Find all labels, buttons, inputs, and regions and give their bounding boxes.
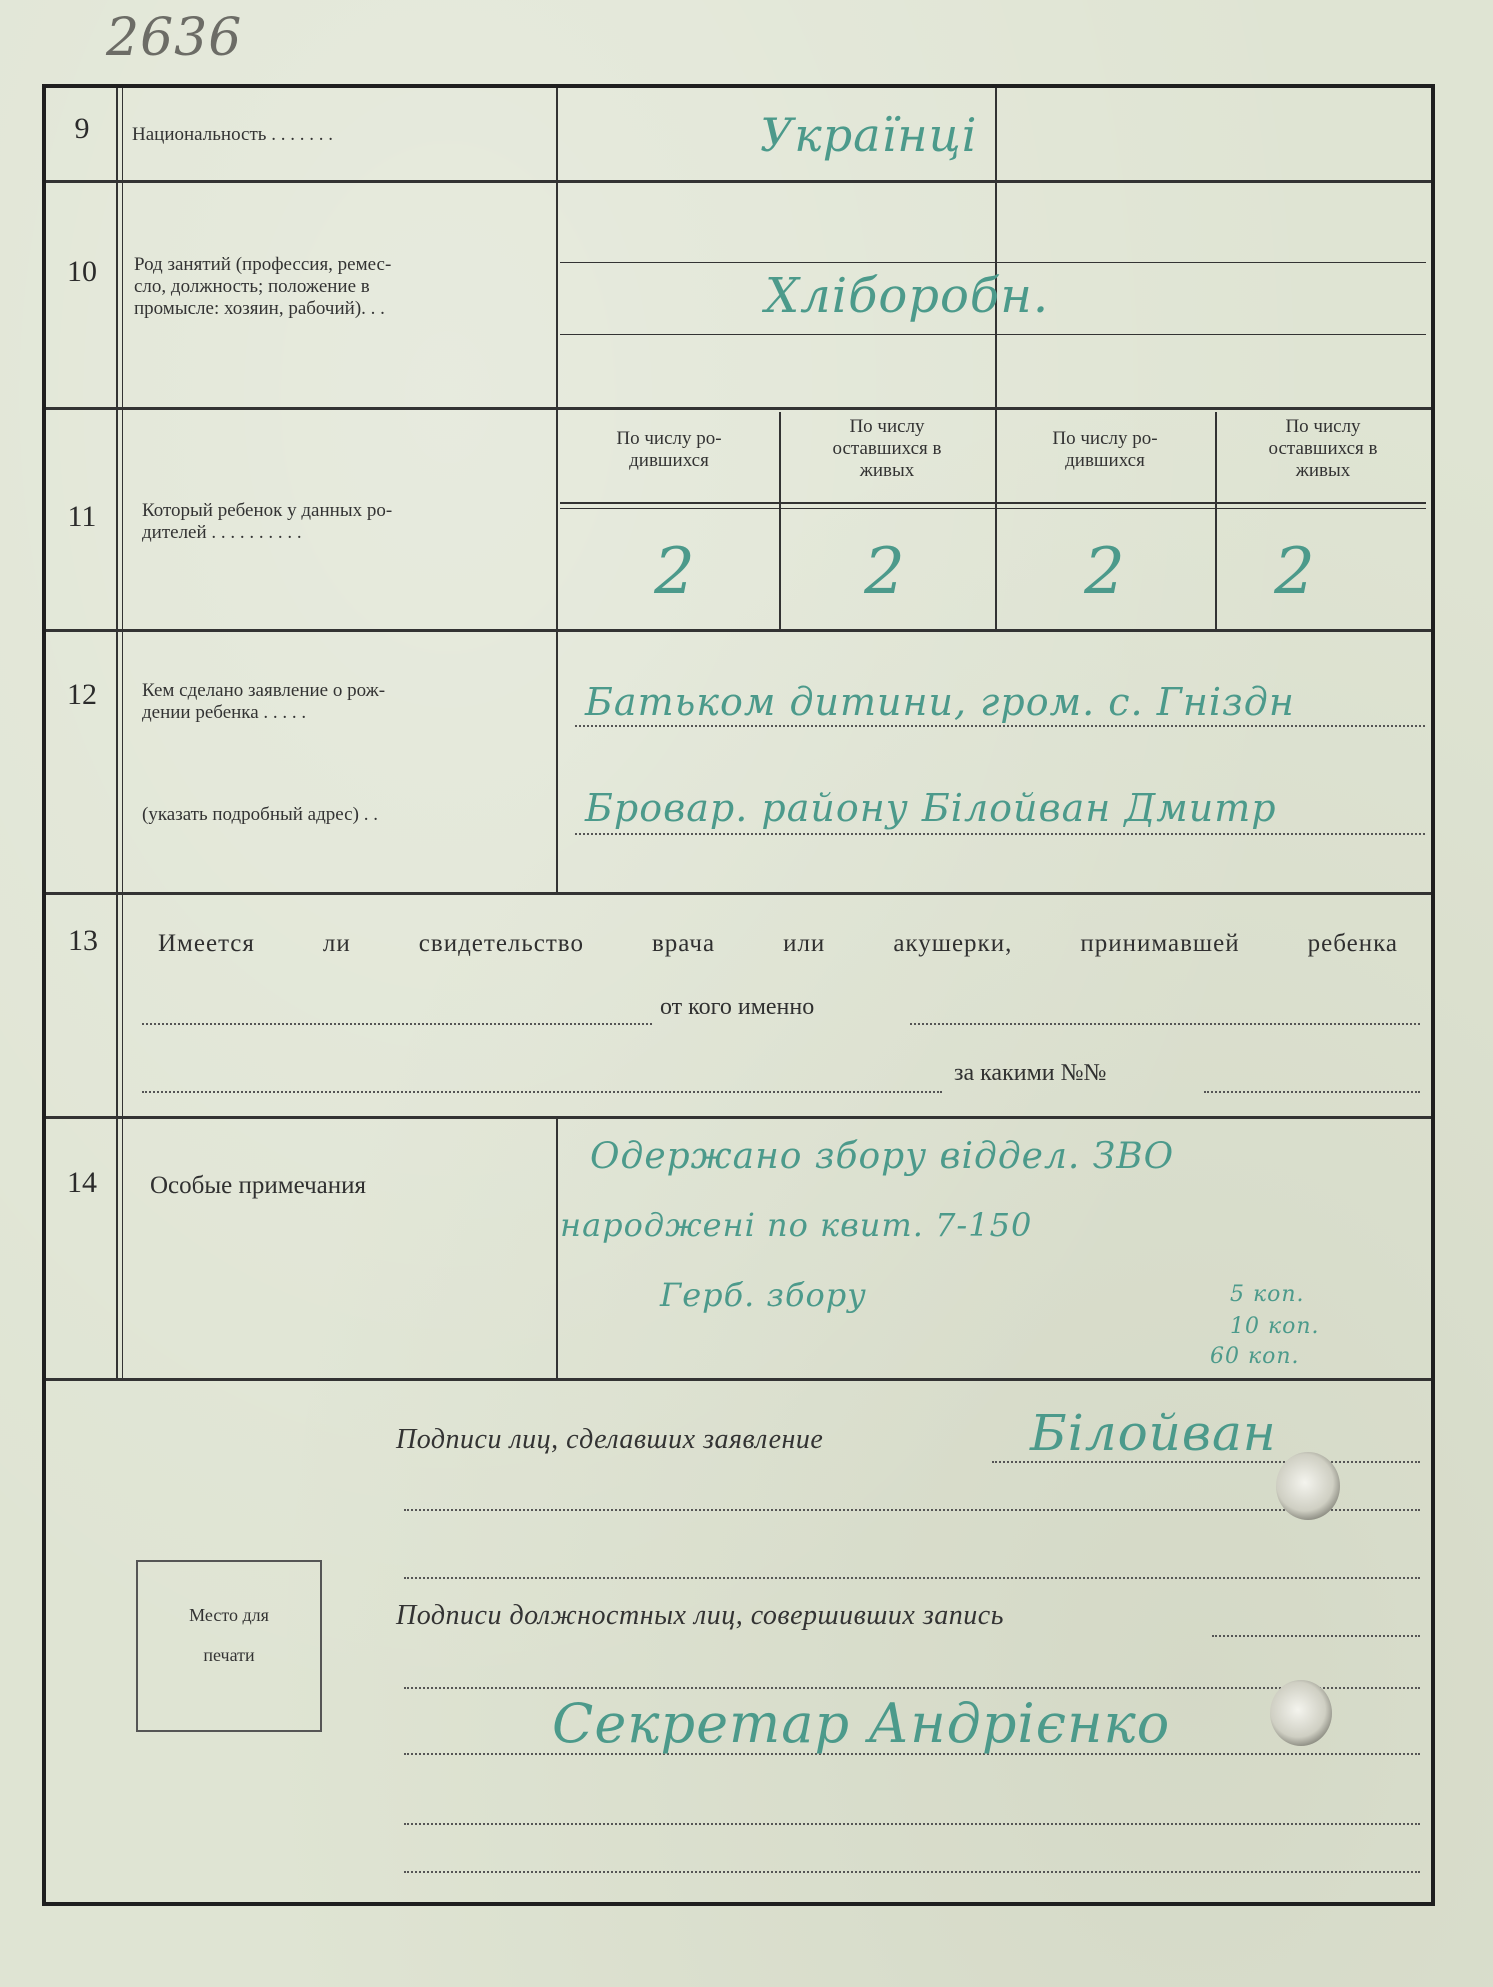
row-11-col-4-header-line-3: живых (1295, 460, 1351, 481)
row-10-label-line-1: Род занятий (профессия, ремес- (134, 254, 392, 275)
row11-header-line (560, 502, 1426, 504)
stamp-place-box (136, 1560, 322, 1732)
frame-top (42, 84, 1435, 88)
officials-signature-label: Подписи должностных лиц, совершивших запись (396, 1600, 1004, 1631)
row-14-value-line-5: 10 коп. (1230, 1314, 1320, 1339)
officials-line-5 (404, 1870, 1420, 1873)
row-11-col-1-header-line-1: По числу ро- (616, 428, 722, 449)
row-12-label-line-1: Кем сделано заявление о рож- (142, 680, 386, 701)
row-12-value-line-1: Батьком дитини, гром. с. Гніздн (585, 680, 1295, 724)
row-11-col-4-header (1218, 416, 1428, 482)
row-12-label-line-2: дении ребенка . . . . . (142, 702, 307, 723)
number-column-line (116, 88, 118, 1378)
label-column-line-14 (556, 1118, 558, 1378)
row-11-col-2-header (782, 416, 992, 482)
officials-line-2 (404, 1686, 1420, 1689)
row-line-10 (46, 407, 1431, 410)
row-11-col-1-value: 2 (654, 535, 696, 609)
row-13-dots-1b (910, 1022, 1420, 1025)
row10-inner-line-b (560, 334, 1426, 335)
row-14-value-line-6: 60 коп. (1210, 1344, 1300, 1369)
applicants-line-2 (404, 1508, 1420, 1511)
archive-number: 2636 (106, 8, 243, 68)
row-12-line-1 (575, 724, 1425, 727)
row-12-number: 12 (67, 678, 97, 711)
row-11-col-2-value: 2 (864, 535, 906, 609)
row-9-label: Национальность . . . . . . . (132, 124, 333, 145)
row-10-label-line-3: промысле: хозяин, рабочий). . . (134, 298, 385, 319)
row-line-14 (46, 1378, 1431, 1381)
row11-header-line-2 (560, 508, 1426, 509)
row11-split-b (1215, 412, 1217, 630)
row-13-line-3: за какими №№ (954, 1060, 1107, 1086)
frame-bottom (42, 1902, 1435, 1906)
row-14-value-line-4: 5 коп. (1230, 1282, 1305, 1307)
row-12-line-2 (575, 832, 1425, 835)
applicants-signature-label: Подписи лиц, сделавших заявление (396, 1424, 824, 1455)
frame-left (42, 84, 46, 1906)
officials-line-1 (1212, 1634, 1420, 1637)
row-10-label-line-2: сло, должность; положение в (134, 276, 370, 297)
official-signature: Секретар Андрієнко (552, 1692, 1171, 1755)
row-11-label (142, 500, 547, 544)
row-line-13 (46, 1116, 1431, 1119)
row-11-label-line-2: дителей . . . . . . . . . . (142, 522, 302, 543)
row-11-col-4-value: 2 (1274, 535, 1316, 609)
binding-hole-2 (1270, 1680, 1332, 1746)
row-14-number: 14 (67, 1166, 97, 1199)
row11-split-a (779, 412, 781, 630)
row-9-value: Українці (760, 108, 978, 162)
row-13-line-1: Имеется ли свидетельство врача или акушерки, принимавшей ребенка (158, 930, 1398, 957)
row-13-dots-1a (142, 1022, 652, 1025)
row-13-dots-2a (142, 1090, 942, 1093)
row-11-col-3-header (998, 428, 1212, 472)
row-11-col-2-header-line-3: живых (859, 460, 915, 481)
row10-inner-line-a (560, 262, 1426, 263)
frame-right (1431, 84, 1435, 1906)
row-11-col-1-header-line-2: дившихся (629, 450, 709, 471)
row-14-value-line-1: Одержано збору віддел. ЗВО (590, 1136, 1175, 1177)
row-11-col-4-header-line-1: По числу (1285, 416, 1361, 437)
number-column-line-2 (122, 88, 123, 1378)
label-column-line (556, 88, 558, 892)
row-11-col-3-header-line-2: дившихся (1065, 450, 1145, 471)
row-11-col-2-header-line-1: По числу (849, 416, 925, 437)
row-12-address-label: (указать подробный адрес) . . (142, 804, 378, 825)
row-11-col-4-header-line-2: оставшихся в (1268, 438, 1378, 459)
row-11-col-3-value: 2 (1084, 535, 1126, 609)
stamp-place-line-1: Место для (189, 1605, 269, 1625)
row-10-label (134, 254, 549, 320)
row-11-number: 11 (67, 500, 97, 533)
row-11-col-2-header-line-2: оставшихся в (832, 438, 942, 459)
row-line-11 (46, 629, 1431, 632)
row-12-value-line-2: Бровар. району Білойван Дмитр (585, 786, 1277, 830)
binding-hole-1 (1276, 1452, 1340, 1520)
applicant-signature: Білойван (1030, 1404, 1277, 1462)
row-line-9 (46, 180, 1431, 183)
row-13-dots-2b (1204, 1090, 1420, 1093)
row-line-12 (46, 892, 1431, 895)
applicants-line-3 (404, 1576, 1420, 1579)
row-10-number: 10 (67, 255, 97, 288)
value-split-line (995, 88, 997, 630)
row-11-label-line-1: Который ребенок у данных ро- (142, 500, 393, 521)
officials-line-4 (404, 1822, 1420, 1825)
row-13-line-2: от кого именно (660, 994, 815, 1020)
row-12-label (142, 680, 547, 724)
row-11-col-3-header-line-1: По числу ро- (1052, 428, 1158, 449)
row-10-value: Хліборобн. (765, 268, 1050, 324)
row-14-label: Особые примечания (150, 1172, 366, 1199)
stamp-place-line-2: печати (203, 1645, 255, 1665)
row-14-value-line-2: народжені по квит. 7-150 (560, 1206, 1033, 1244)
row-13-number: 13 (68, 924, 98, 957)
row-11-col-1-header (562, 428, 776, 472)
row-14-value-line-3: Герб. збору (660, 1276, 867, 1314)
row-9-number: 9 (74, 112, 90, 145)
